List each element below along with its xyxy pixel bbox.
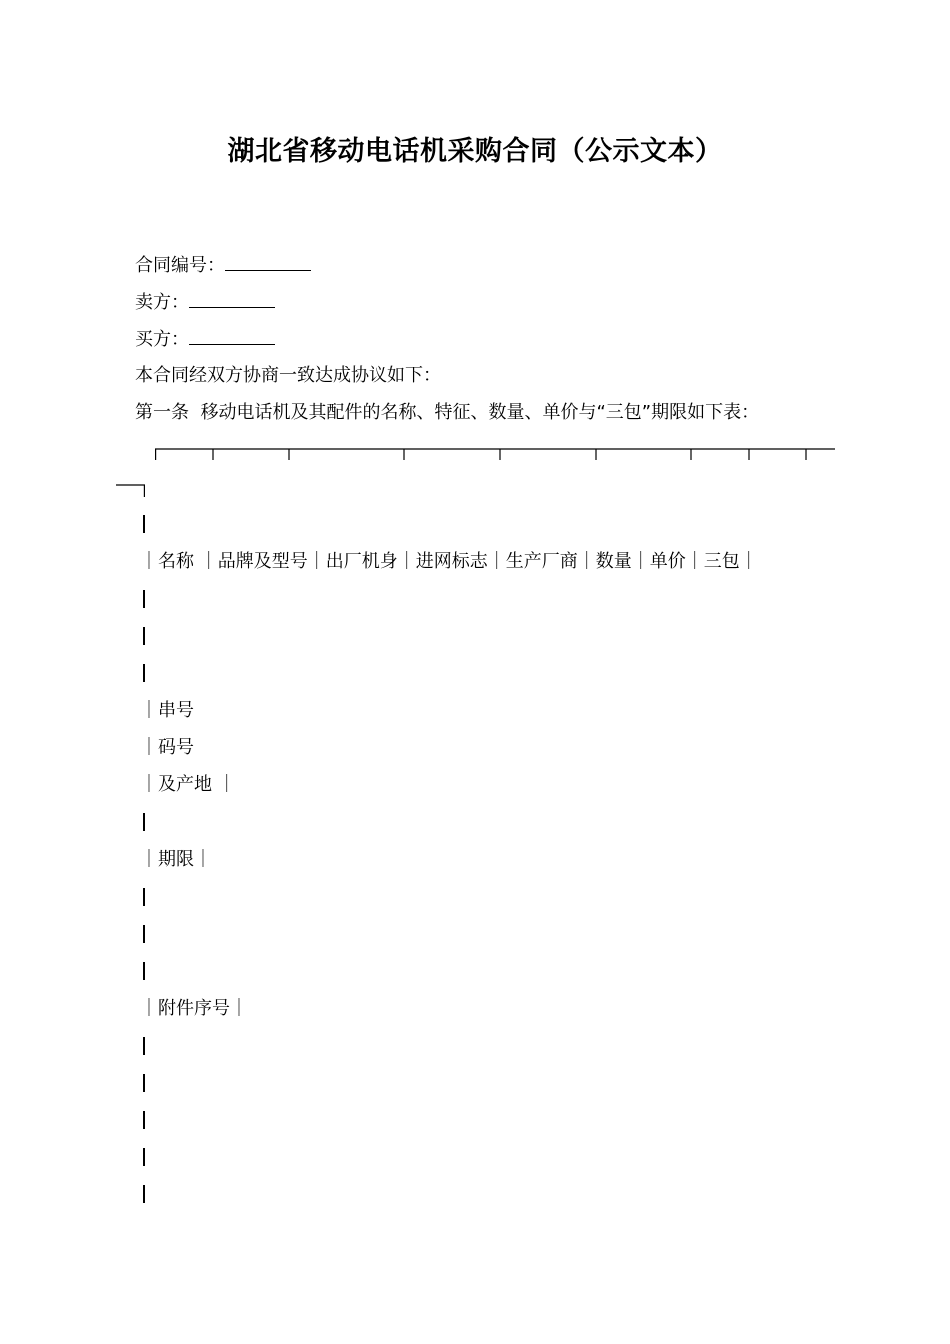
table-top-right-corner	[116, 484, 146, 498]
table-border-bar	[143, 962, 145, 980]
table-row-code: ｜码号	[140, 737, 194, 758]
seller-blank	[189, 289, 275, 308]
table-row-origin: ｜及产地 ｜	[140, 774, 236, 795]
table-border-bar	[143, 627, 145, 645]
table-border-bar	[143, 1111, 145, 1129]
table-row-accessory: ｜附件序号｜	[140, 998, 248, 1019]
buyer-label: 买方：	[135, 329, 189, 350]
table-border-bar	[143, 1148, 145, 1166]
contract-number-blank	[225, 252, 311, 271]
table-border-bar	[143, 1074, 145, 1092]
table-border-bar	[143, 590, 145, 608]
table-border-bar	[143, 1185, 145, 1203]
intro-paragraph: 本合同经双方协商一致达成协议如下：	[135, 365, 441, 386]
table-top-border	[155, 448, 835, 462]
table-border-bar	[143, 515, 145, 533]
contract-number-label: 合同编号：	[135, 255, 225, 276]
seller-label: 卖方：	[135, 292, 189, 313]
table-border-bar	[143, 925, 145, 943]
table-header-row: ｜名称 ｜品牌及型号｜出厂机身｜进网标志｜生产厂商｜数量｜单价｜三包｜	[140, 551, 758, 572]
buyer-blank	[189, 326, 275, 345]
table-row-serial: ｜串号	[140, 700, 194, 721]
table-row-period: ｜期限｜	[140, 849, 212, 870]
buyer-line	[135, 326, 275, 352]
contract-number-line	[135, 252, 311, 278]
table-border-bar	[143, 664, 145, 682]
document-title: 湖北省移动电话机采购合同（公示文本）	[227, 136, 723, 167]
table-border-bar	[143, 888, 145, 906]
seller-line	[135, 289, 275, 315]
table-border-bar	[143, 813, 145, 831]
table-border-bar	[143, 1037, 145, 1055]
article-1-paragraph: 第一条 移动电话机及其配件的名称、特征、数量、单价与“三包”期限如下表：	[135, 402, 760, 423]
